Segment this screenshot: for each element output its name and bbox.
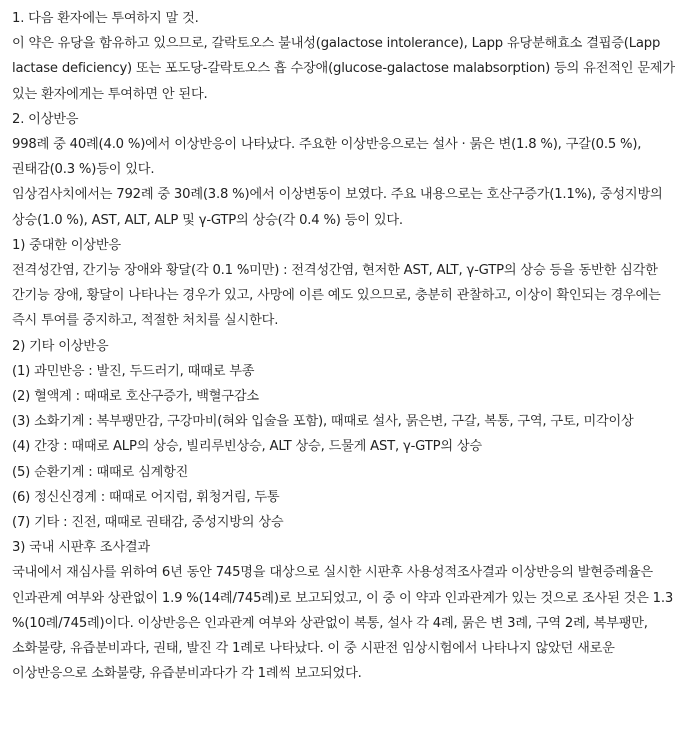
other-reaction-item: (7) 기타 : 진전, 때때로 권태감, 중성지방의 상승: [12, 515, 284, 531]
other-reaction-item: (4) 간장 : 때때로 ALP의 상승, 빌리루빈상승, ALT 상승, 드물게 AST, γ-GTP의 상승: [12, 439, 482, 455]
other-reaction-item: (2) 혈액계 : 때때로 호산구증가, 백혈구감소: [12, 389, 259, 405]
other-reaction-item: (3) 소화기계 : 복부팽만감, 구강마비(혀와 입술을 포함), 때때로 설사, 묽은변, 구갈, 복통, 구역, 구토, 미각이상: [12, 414, 634, 430]
document-body: [12, 6, 676, 686]
contraindication-paragraph: 이 약은 유당을 함유하고 있으므로, 갈락토오스 불내성(galactose intolerance), Lapp 유당분해효소 결핍증(Lapp lactase deficiency) 또는 포도당-갈락토오스 흡 수장애(glucose-galactose malabsorption) 등의 유전적인 문제가 있는 환자에게는 투여하면 안 된다.: [12, 36, 675, 102]
serious-reactions-paragraph: 전격성간염, 간기능 장애와 황달(각 0.1 %미만) : 전격성간염, 현저한 AST, ALT, γ-GTP의 상승 등을 동반한 심각한 간기능 장애, 황달이 나타나는 경우가 있고, 사망에 이른 예도 있으므로, 충분히 관찰하고, 이상이 확인되는 경우에는 즉시 투여를 중지하고, 적절한 처치를 실시한다.: [12, 263, 661, 329]
other-reaction-item: (5) 순환기계 : 때때로 심계항진: [12, 464, 189, 480]
postmarket-survey-heading: 3) 국내 시판후 조사결과: [12, 540, 150, 556]
lab-abnormality-summary: 임상검사치에서는 792례 중 30례(3.8 %)에서 이상변동이 보였다. 주요 내용으로는 호산구증가(1.1%), 중성지방의 상승(1.0 %), AST, ALT, ALP 및 γ-GTP의 상승(각 0.4 %) 등이 있다.: [12, 187, 663, 228]
serious-reactions-heading: 1) 중대한 이상반응: [12, 237, 121, 253]
other-reaction-item: (1) 과민반응 : 발진, 두드러기, 때때로 부종: [12, 363, 255, 379]
adverse-reactions-summary: 998례 중 40례(4.0 %)에서 이상반응이 나타났다. 주요한 이상반응으로는 설사 · 묽은 변(1.8 %), 구갈(0.5 %), 권태감(0.3 %)등이 있다.: [12, 137, 642, 178]
postmarket-survey-paragraph: 국내에서 재심사를 위하여 6년 동안 745명을 대상으로 실시한 시판후 사용성적조사결과 이상반응의 발현증례율은 인과관계 여부와 상관없이 1.9 %(14례/745례)로 보고되었고, 이 중 이 약과 인과관계가 있는 것으로 조사된 것은 1.3 %(10례/745례)이다. 이상반응은 인과관계 여부와 상관없이 복통, 설사 각 4례, 묽은 변 3례, 구역 2례, 복부팽만, 소화불량, 유즙분비과다, 권태, 발진 각 1례로 나타났다. 이 중 시판전 임상시험에서 나타나지 않았던 새로운 이상반응으로 소화불량, 유즙분비과다가 각 1례씩 보고되었다.: [12, 565, 674, 682]
other-reactions-heading: 2) 기타 이상반응: [12, 338, 109, 354]
adverse-reactions-heading: 2. 이상반응: [12, 111, 79, 127]
other-reaction-item: (6) 정신신경계 : 때때로 어지럼, 휘청거림, 두통: [12, 489, 280, 505]
contraindication-heading: 1. 다음 환자에는 투여하지 말 것.: [12, 11, 199, 26]
